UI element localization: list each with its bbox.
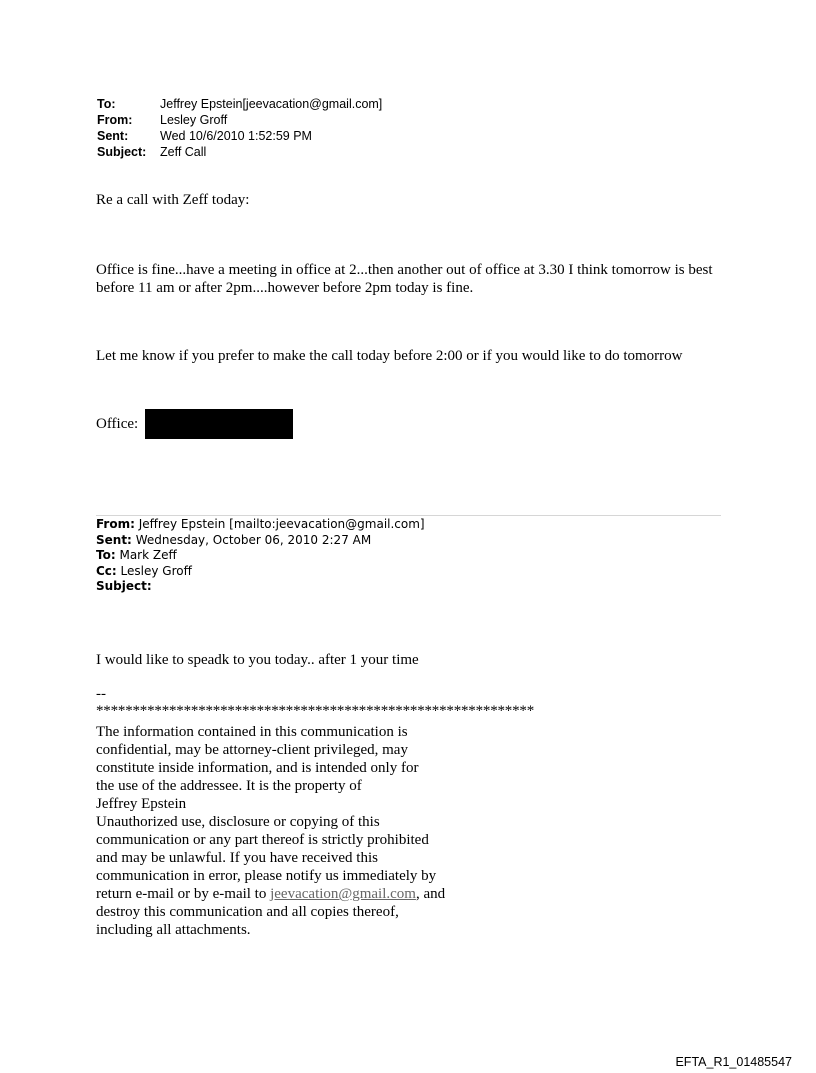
fwd-sent-row xyxy=(96,533,425,549)
fwd-to-label: To: xyxy=(96,548,116,562)
header-from-row xyxy=(97,112,382,128)
header-subject-label: Subject: xyxy=(97,145,147,159)
header-to-value: Jeffrey Epstein[jeevacation@gmail.com] xyxy=(160,97,383,111)
disclaimer-line: confidential, may be attorney-client privileged, may xyxy=(96,742,408,758)
body-paragraph-schedule: Office is fine...have a meeting in office at 2...then another out of office at 3.30 I think tomorrow is best before 11 am or after 2pm....however before 2pm today is fine. xyxy=(96,262,713,296)
fwd-cc-label: Cc: xyxy=(96,563,117,578)
forwarded-header xyxy=(96,517,425,595)
header-sent-value: Wed 10/6/2010 1:52:59 PM xyxy=(160,129,312,143)
header-to-label: To: xyxy=(97,97,116,111)
confidentiality-disclaimer xyxy=(96,723,476,939)
redaction-box xyxy=(145,409,293,439)
fwd-from-label: From: xyxy=(96,517,135,531)
header-subject-value: Zeff Call xyxy=(160,145,207,159)
forwarded-message: I would like to speadk to you today.. after 1 your time xyxy=(96,652,419,668)
disclaimer-line: Jeffrey Epstein xyxy=(96,796,187,812)
header-from-label: From: xyxy=(97,113,133,127)
disclaimer-line: The information contained in this communication is xyxy=(96,724,408,740)
signature-stars: ************************************************************ xyxy=(96,703,535,719)
disclaimer-line: including all attachments. xyxy=(96,922,251,938)
body-intro: Re a call with Zeff today: xyxy=(96,192,250,208)
disclaimer-line: destroy this communication and all copies thereof, xyxy=(96,904,399,920)
disclaimer-line: Unauthorized use, disclosure or copying of this xyxy=(96,814,380,830)
disclaimer-email-prefix: return e-mail or by e-mail to xyxy=(96,886,271,902)
disclaimer-email-line xyxy=(96,885,476,903)
disclaimer-line: the use of the addressee. It is the property of xyxy=(96,778,362,794)
fwd-cc-row xyxy=(96,564,425,580)
header-to-row xyxy=(97,96,382,112)
fwd-sent-value: Wednesday, October 06, 2010 2:27 AM xyxy=(135,532,372,547)
header-sent-row xyxy=(97,128,382,144)
disclaimer-line: communication in error, please notify us immediately by xyxy=(96,868,437,884)
header-sent-label: Sent: xyxy=(97,129,129,143)
signature-dash: -- xyxy=(96,686,106,702)
disclaimer-line: and may be unlawful. If you have received this xyxy=(96,850,378,866)
header-from-value: Lesley Groff xyxy=(160,113,228,127)
disclaimer-email-suffix: , and xyxy=(415,886,446,902)
forward-divider xyxy=(96,515,721,516)
email-header xyxy=(97,96,382,160)
fwd-to-row xyxy=(96,548,425,564)
fwd-to-value: Mark Zeff xyxy=(119,548,177,562)
fwd-cc-value: Lesley Groff xyxy=(120,563,192,578)
fwd-from-row xyxy=(96,517,425,533)
email-link[interactable]: jeevacation@gmail.com xyxy=(270,886,416,902)
header-subject-row xyxy=(97,144,382,160)
disclaimer-line: constitute inside information, and is intended only for xyxy=(96,760,419,776)
fwd-sent-label: Sent: xyxy=(96,532,132,547)
fwd-from-value: Jeffrey Epstein [mailto:jeevacation@gmail.com] xyxy=(138,517,425,531)
office-label: Office: xyxy=(96,416,139,432)
fwd-subject-row xyxy=(96,579,425,595)
body-paragraph-request: Let me know if you prefer to make the call today before 2:00 or if you would like to do tomorrow xyxy=(96,348,683,364)
document-id: EFTA_R1_01485547 xyxy=(675,1055,792,1069)
disclaimer-line: communication or any part thereof is strictly prohibited xyxy=(96,832,429,848)
fwd-subject-label: Subject: xyxy=(96,579,152,593)
